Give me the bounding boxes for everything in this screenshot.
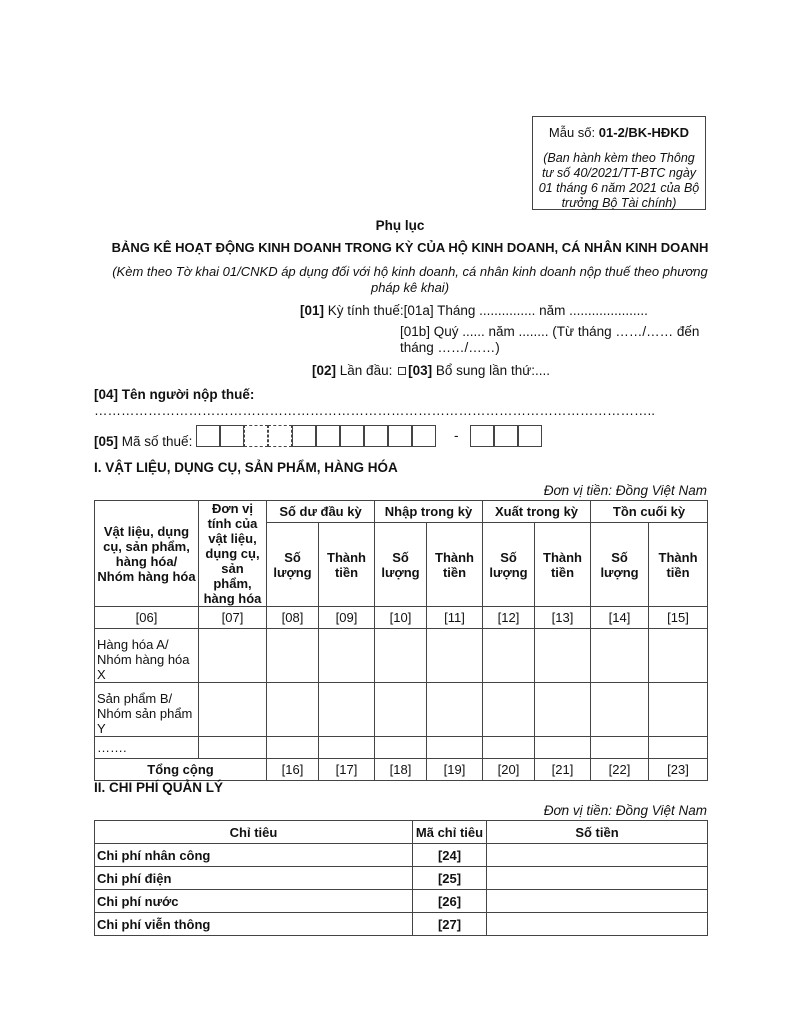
table-cell[interactable] bbox=[427, 629, 483, 683]
total-code: [21] bbox=[535, 759, 591, 781]
table-cell[interactable] bbox=[375, 683, 427, 737]
table-cell[interactable] bbox=[427, 683, 483, 737]
column-code: [06] bbox=[95, 607, 199, 629]
item-name: ……. bbox=[95, 737, 199, 759]
form-code-label: Mẫu số: bbox=[548, 125, 596, 140]
table-row bbox=[95, 844, 708, 867]
table-row bbox=[95, 867, 708, 890]
table-row bbox=[95, 913, 708, 936]
table-cell[interactable] bbox=[483, 629, 535, 683]
form-number-box bbox=[532, 116, 706, 210]
form-code-value: 01-2/BK-HĐKD bbox=[598, 125, 690, 140]
main-title: BẢNG KÊ HOẠT ĐỘNG KINH DOANH TRONG KỲ CỦA HỘ KINH DOANH, CÁ NHÂN KINH DOANH bbox=[111, 240, 709, 255]
column-code: [10] bbox=[375, 607, 427, 629]
table-cell[interactable] bbox=[267, 629, 319, 683]
goods-table bbox=[94, 500, 708, 781]
table-cell[interactable] bbox=[591, 629, 649, 683]
col-header-amount: Số tiền bbox=[487, 821, 708, 844]
cost-amount-cell[interactable] bbox=[487, 890, 708, 913]
cost-name: Chi phí viễn thông bbox=[95, 913, 413, 936]
column-code: [14] bbox=[591, 607, 649, 629]
sub-header-qty: Số lượng bbox=[591, 523, 649, 607]
supplement-label: Bổ sung lần thứ:.... bbox=[435, 363, 550, 378]
total-code: [16] bbox=[267, 759, 319, 781]
total-code: [23] bbox=[649, 759, 708, 781]
col-header-indicator: Chỉ tiêu bbox=[95, 821, 413, 844]
table-cell[interactable] bbox=[649, 683, 708, 737]
taxpayer-name-label: [04] Tên người nộp thuế: bbox=[94, 387, 255, 402]
table-cell[interactable] bbox=[267, 737, 319, 759]
supplement-code: [03] bbox=[408, 363, 433, 378]
sub-header-amount: Thành tiền bbox=[535, 523, 591, 607]
table-row bbox=[95, 890, 708, 913]
column-code: [08] bbox=[267, 607, 319, 629]
table-cell[interactable] bbox=[483, 737, 535, 759]
table-cell[interactable] bbox=[319, 683, 375, 737]
table-cell[interactable] bbox=[649, 629, 708, 683]
table-cell[interactable] bbox=[427, 737, 483, 759]
tax-code-digit-box[interactable] bbox=[364, 425, 388, 447]
sub-header-qty: Số lượng bbox=[267, 523, 319, 607]
form-issuance-note: (Ban hành kèm theo Thông tư số 40/2021/TT-BTC ngày 01 tháng 6 năm 2021 của Bộ trưởng Bộ Tài chính) bbox=[538, 151, 700, 210]
col-header-code: Mã chỉ tiêu bbox=[413, 821, 487, 844]
taxpayer-name-field[interactable]: …………………………………………………………………………………………………………….. bbox=[94, 403, 656, 418]
table-cell[interactable] bbox=[375, 629, 427, 683]
appendix-title: Phụ lục bbox=[375, 218, 425, 233]
tax-code-branch-box[interactable] bbox=[470, 425, 494, 447]
table-cell[interactable] bbox=[199, 629, 267, 683]
total-code: [22] bbox=[591, 759, 649, 781]
table-cell[interactable] bbox=[375, 737, 427, 759]
first-time-checkbox[interactable] bbox=[398, 367, 406, 375]
sub-header-amount: Thành tiền bbox=[319, 523, 375, 607]
table-cell[interactable] bbox=[535, 683, 591, 737]
sub-header-qty: Số lượng bbox=[375, 523, 427, 607]
tax-code-digit-box[interactable] bbox=[292, 425, 316, 447]
subtitle-line-2: pháp kê khai) bbox=[370, 280, 450, 295]
tax-code-label-line bbox=[94, 434, 192, 449]
form-code bbox=[533, 125, 705, 140]
section-1-title: I. VẬT LIỆU, DỤNG CỤ, SẢN PHẨM, HÀNG HÓA bbox=[94, 460, 398, 475]
tax-period-quarter: [01b] Quý ...... năm ........ (Từ tháng ……/…… đến bbox=[400, 324, 700, 339]
table-cell[interactable] bbox=[535, 629, 591, 683]
sub-header-amount: Thành tiền bbox=[427, 523, 483, 607]
tax-code-dash: - bbox=[454, 428, 459, 443]
tax-code-digit-box[interactable] bbox=[316, 425, 340, 447]
period-month: Kỳ tính thuế:[01a] Tháng ............... năm ..................... bbox=[327, 303, 648, 318]
total-code: [19] bbox=[427, 759, 483, 781]
subtitle-line-1: (Kèm theo Tờ khai 01/CNKD áp dụng đối với hộ kinh doanh, cá nhân kinh doanh nộp thuế theo phương bbox=[112, 264, 708, 279]
tax-code-branch-box[interactable] bbox=[518, 425, 542, 447]
table-cell[interactable] bbox=[199, 683, 267, 737]
period-code: [01] bbox=[300, 303, 325, 318]
column-code: [13] bbox=[535, 607, 591, 629]
column-code: [15] bbox=[649, 607, 708, 629]
cost-code: [26] bbox=[413, 890, 487, 913]
cost-code: [25] bbox=[413, 867, 487, 890]
column-code: [12] bbox=[483, 607, 535, 629]
table-row bbox=[95, 683, 708, 737]
sub-header-qty: Số lượng bbox=[483, 523, 535, 607]
tax-period-quarter-cont: tháng ……/……) bbox=[400, 340, 500, 355]
tax-code-digit-box[interactable] bbox=[244, 425, 268, 447]
tax-code-digit-box[interactable] bbox=[268, 425, 292, 447]
table-cell[interactable] bbox=[267, 683, 319, 737]
cost-name: Chi phí nước bbox=[95, 890, 413, 913]
table-cell[interactable] bbox=[199, 737, 267, 759]
group-header-import: Nhập trong kỳ bbox=[375, 501, 483, 523]
tax-code-code: [05] bbox=[94, 434, 119, 449]
group-header-opening: Số dư đầu kỳ bbox=[267, 501, 375, 523]
cost-amount-cell[interactable] bbox=[487, 844, 708, 867]
column-code: [11] bbox=[427, 607, 483, 629]
column-code: [09] bbox=[319, 607, 375, 629]
group-header-closing: Tồn cuối kỳ bbox=[591, 501, 708, 523]
table-cell[interactable] bbox=[319, 629, 375, 683]
table-cell[interactable] bbox=[483, 683, 535, 737]
tax-period-line bbox=[300, 303, 648, 318]
item-name: Hàng hóa A/ Nhóm hàng hóa X bbox=[95, 629, 199, 683]
tax-code-digit-box[interactable] bbox=[196, 425, 220, 447]
management-cost-table bbox=[94, 820, 708, 936]
total-label: Tổng cộng bbox=[95, 759, 267, 781]
tax-code-label: Mã số thuế: bbox=[121, 434, 193, 449]
section-2-currency: Đơn vị tiền: Đồng Việt Nam bbox=[543, 803, 707, 818]
sub-header-amount: Thành tiền bbox=[649, 523, 708, 607]
cost-amount-cell[interactable] bbox=[487, 867, 708, 890]
table-cell[interactable] bbox=[591, 683, 649, 737]
tax-code-digit-box[interactable] bbox=[220, 425, 244, 447]
total-code: [20] bbox=[483, 759, 535, 781]
table-cell[interactable] bbox=[591, 737, 649, 759]
tax-code-digit-box[interactable] bbox=[388, 425, 412, 447]
table-cell[interactable] bbox=[319, 737, 375, 759]
total-row bbox=[95, 759, 708, 781]
first-time-code: [02] bbox=[312, 363, 337, 378]
table-cell[interactable] bbox=[535, 737, 591, 759]
total-code: [17] bbox=[319, 759, 375, 781]
first-time-label: Lần đầu: bbox=[339, 363, 393, 378]
tax-code-digit-box[interactable] bbox=[340, 425, 364, 447]
section-2-title: II. CHI PHÍ QUẢN LÝ bbox=[94, 780, 224, 795]
item-name: Sản phẩm B/ Nhóm sản phẩm Y bbox=[95, 683, 199, 737]
cost-name: Chi phí nhân công bbox=[95, 844, 413, 867]
group-header-export: Xuất trong kỳ bbox=[483, 501, 591, 523]
total-code: [18] bbox=[375, 759, 427, 781]
table-cell[interactable] bbox=[649, 737, 708, 759]
table-row bbox=[95, 629, 708, 683]
cost-code: [27] bbox=[413, 913, 487, 936]
section-1-currency: Đơn vị tiền: Đồng Việt Nam bbox=[543, 483, 707, 498]
cost-amount-cell[interactable] bbox=[487, 913, 708, 936]
first-time-line bbox=[312, 363, 550, 378]
code-row bbox=[95, 607, 708, 629]
col-header-item: Vật liệu, dụng cụ, sản phẩm, hàng hóa/ Nhóm hàng hóa bbox=[95, 501, 199, 607]
tax-code-digit-box[interactable] bbox=[412, 425, 436, 447]
col-header-unit: Đơn vị tính của vật liệu, dụng cụ, sản phẩm, hàng hóa bbox=[199, 501, 267, 607]
cost-code: [24] bbox=[413, 844, 487, 867]
column-code: [07] bbox=[199, 607, 267, 629]
tax-code-branch-box[interactable] bbox=[494, 425, 518, 447]
cost-name: Chi phí điện bbox=[95, 867, 413, 890]
table-row bbox=[95, 737, 708, 759]
